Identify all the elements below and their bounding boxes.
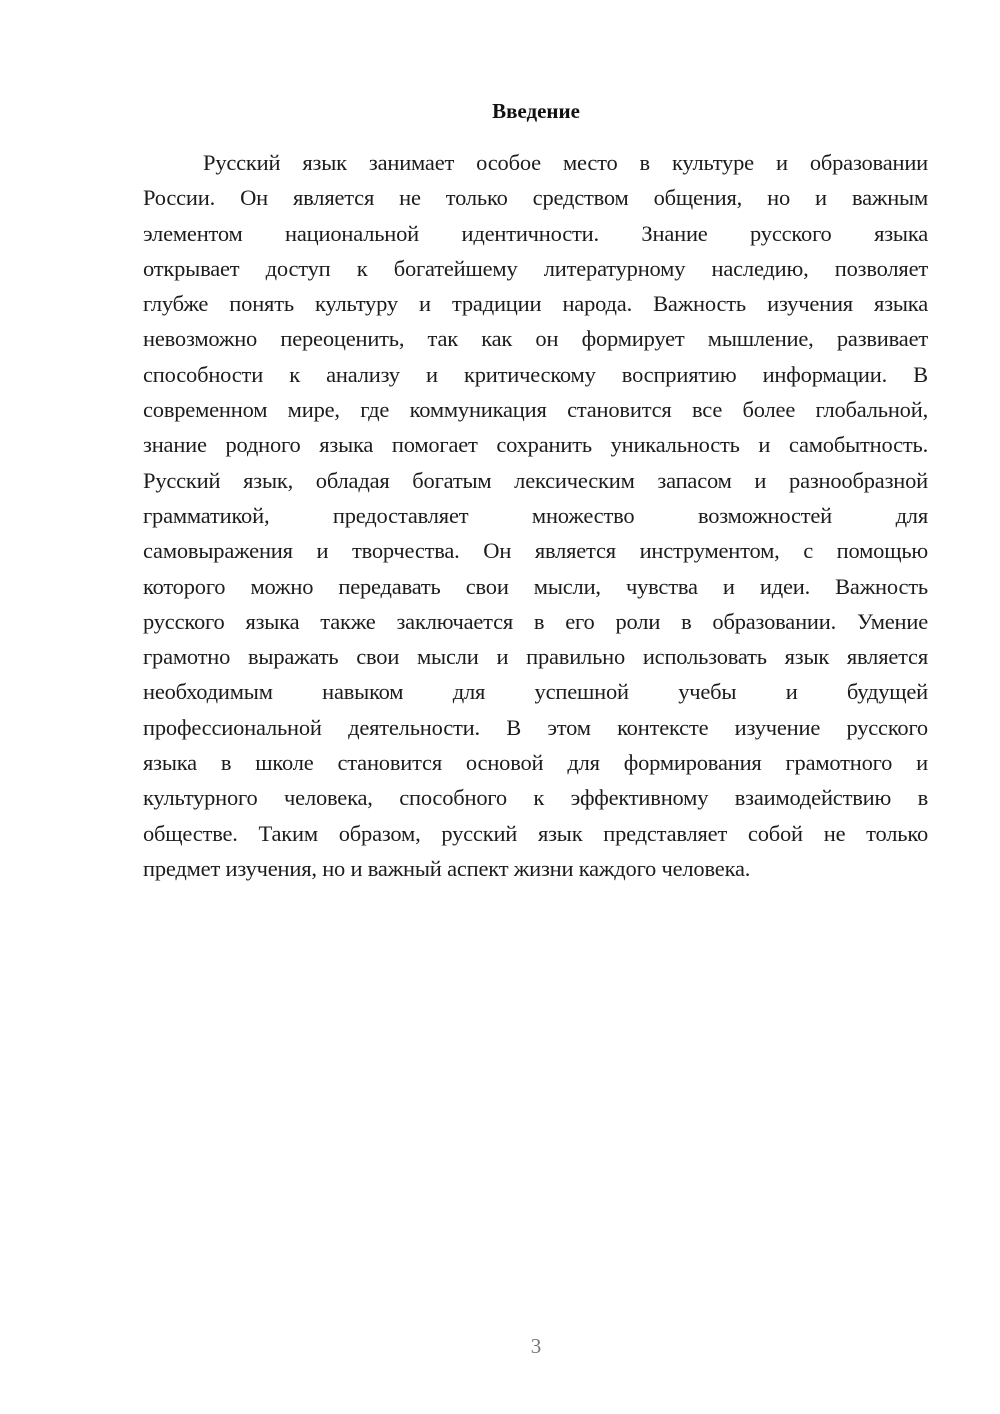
paragraph-line: Русский язык занимает особое место в культуре и образовании — [203, 150, 928, 175]
paragraph-line: русского языка также заключается в его роли в образовании. Умение — [143, 608, 928, 634]
paragraph-line: которого можно передавать свои мысли, чувства и идеи. Важность — [143, 573, 928, 599]
paragraph-line: Русский язык, обладая богатым лексическим запасом и разнообразной — [143, 467, 928, 493]
paragraph-line: грамматикой, предоставляет множество возможностей для — [143, 502, 928, 528]
paragraph-line: языка в школе становится основой для формирования грамотного и — [143, 750, 928, 776]
paragraph-line: предмет изучения, но и важный аспект жизни каждого человека. — [143, 855, 751, 881]
paragraph-line: открывает доступ к богатейшему литературному наследию, позволяет — [143, 255, 928, 281]
paragraph-line: глубже понять культуру и традиции народа. Важность изучения языка — [143, 291, 928, 317]
section-heading: Введение — [492, 99, 580, 123]
paragraph-line: элементом национальной идентичности. Знание русского языка — [143, 220, 928, 246]
paragraph-line: профессиональной деятельности. В этом контексте изучение русского — [143, 714, 928, 740]
page-number: 3 — [530, 1334, 542, 1358]
paragraph-line: современном мире, где коммуникация становится все более глобальной, — [143, 397, 928, 423]
body-paragraph — [143, 145, 928, 886]
paragraph-line: невозможно переоценить, так как он формирует мышление, развивает — [143, 326, 928, 352]
paragraph-line: знание родного языка помогает сохранить уникальность и самобытность. — [143, 432, 928, 458]
paragraph-line: обществе. Таким образом, русский язык представляет собой не только — [143, 820, 928, 846]
paragraph-line: необходимым навыком для успешной учебы и будущей — [143, 679, 928, 705]
paragraph-line: способности к анализу и критическому восприятию информации. В — [143, 361, 928, 387]
paragraph-line: грамотно выражать свои мысли и правильно использовать язык является — [143, 644, 928, 670]
paragraph-line: России. Он является не только средством общения, но и важным — [143, 185, 928, 211]
paragraph-line: культурного человека, способного к эффективному взаимодействию в — [143, 785, 928, 811]
paragraph-line: самовыражения и творчества. Он является инструментом, с помощью — [143, 538, 928, 564]
